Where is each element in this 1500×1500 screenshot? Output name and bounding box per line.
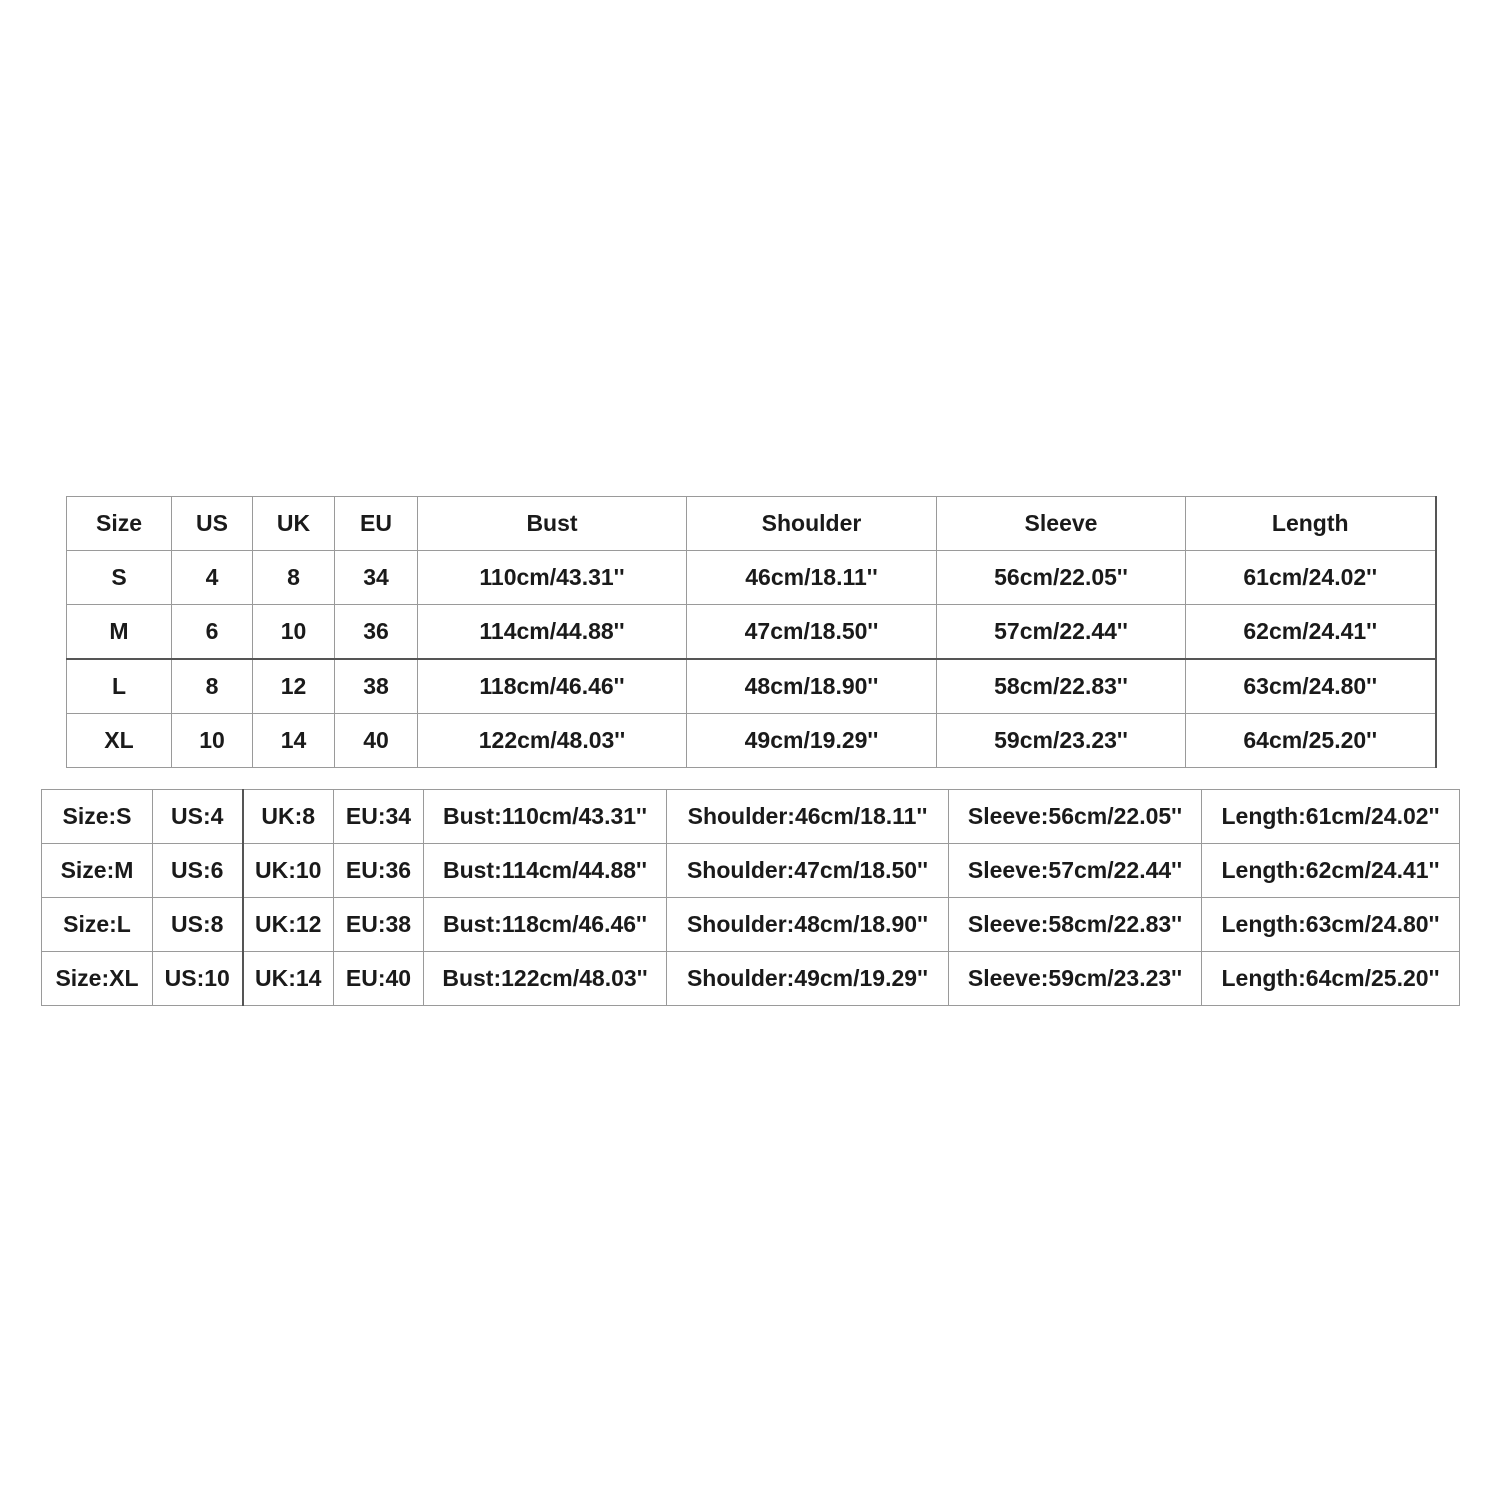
cell-length: Length:62cm/24.41'': [1202, 844, 1460, 898]
cell-eu: EU:34: [334, 790, 424, 844]
cell-sleeve: Sleeve:59cm/23.23'': [949, 952, 1202, 1006]
cell-length: Length:63cm/24.80'': [1202, 898, 1460, 952]
cell-eu: 34: [335, 551, 418, 605]
cell-size: Size:M: [42, 844, 153, 898]
cell-uk: UK:8: [243, 790, 334, 844]
cell-size: XL: [67, 714, 172, 768]
cell-size: Size:S: [42, 790, 153, 844]
header-size: Size: [67, 497, 172, 551]
header-length: Length: [1186, 497, 1436, 551]
table-row: [42, 844, 1460, 898]
cell-us: US:4: [153, 790, 243, 844]
cell-us: US:6: [153, 844, 243, 898]
cell-shoulder: Shoulder:47cm/18.50'': [667, 844, 949, 898]
cell-bust: 110cm/43.31'': [418, 551, 687, 605]
cell-size: Size:XL: [42, 952, 153, 1006]
cell-length: 62cm/24.41'': [1186, 605, 1436, 660]
cell-eu: EU:38: [334, 898, 424, 952]
cell-sleeve: 57cm/22.44'': [937, 605, 1186, 660]
cell-us: US:10: [153, 952, 243, 1006]
cell-us: US:8: [153, 898, 243, 952]
table-row: [42, 898, 1460, 952]
cell-bust: Bust:122cm/48.03'': [424, 952, 667, 1006]
header-sleeve: Sleeve: [937, 497, 1186, 551]
table-row: [42, 790, 1460, 844]
cell-sleeve: 59cm/23.23'': [937, 714, 1186, 768]
cell-bust: Bust:114cm/44.88'': [424, 844, 667, 898]
cell-length: Length:61cm/24.02'': [1202, 790, 1460, 844]
cell-uk: UK:14: [243, 952, 334, 1006]
cell-sleeve: Sleeve:56cm/22.05'': [949, 790, 1202, 844]
cell-sleeve: Sleeve:57cm/22.44'': [949, 844, 1202, 898]
cell-uk: 12: [253, 659, 335, 714]
size-chart-table: [66, 496, 1437, 768]
cell-bust: Bust:118cm/46.46'': [424, 898, 667, 952]
header-eu: EU: [335, 497, 418, 551]
cell-uk: 14: [253, 714, 335, 768]
cell-bust: Bust:110cm/43.31'': [424, 790, 667, 844]
cell-sleeve: 58cm/22.83'': [937, 659, 1186, 714]
table-row: [67, 605, 1436, 660]
cell-bust: 114cm/44.88'': [418, 605, 687, 660]
cell-length: 61cm/24.02'': [1186, 551, 1436, 605]
header-uk: UK: [253, 497, 335, 551]
cell-eu: EU:40: [334, 952, 424, 1006]
cell-bust: 122cm/48.03'': [418, 714, 687, 768]
cell-us: 4: [172, 551, 253, 605]
cell-length: Length:64cm/25.20'': [1202, 952, 1460, 1006]
cell-size: L: [67, 659, 172, 714]
cell-us: 10: [172, 714, 253, 768]
table-row: [67, 551, 1436, 605]
cell-uk: 8: [253, 551, 335, 605]
cell-us: 6: [172, 605, 253, 660]
cell-uk: UK:10: [243, 844, 334, 898]
table-row: [67, 714, 1436, 768]
cell-shoulder: 46cm/18.11'': [687, 551, 937, 605]
header-bust: Bust: [418, 497, 687, 551]
cell-sleeve: Sleeve:58cm/22.83'': [949, 898, 1202, 952]
cell-sleeve: 56cm/22.05'': [937, 551, 1186, 605]
header-us: US: [172, 497, 253, 551]
table-header-row: [67, 497, 1436, 551]
cell-shoulder: 49cm/19.29'': [687, 714, 937, 768]
cell-length: 63cm/24.80'': [1186, 659, 1436, 714]
cell-uk: 10: [253, 605, 335, 660]
cell-size: M: [67, 605, 172, 660]
cell-shoulder: 48cm/18.90'': [687, 659, 937, 714]
cell-eu: 38: [335, 659, 418, 714]
cell-bust: 118cm/46.46'': [418, 659, 687, 714]
cell-shoulder: Shoulder:49cm/19.29'': [667, 952, 949, 1006]
cell-size: Size:L: [42, 898, 153, 952]
table-row: [42, 952, 1460, 1006]
table-row: [67, 659, 1436, 714]
cell-shoulder: 47cm/18.50'': [687, 605, 937, 660]
cell-size: S: [67, 551, 172, 605]
cell-eu: EU:36: [334, 844, 424, 898]
cell-eu: 40: [335, 714, 418, 768]
header-shoulder: Shoulder: [687, 497, 937, 551]
cell-uk: UK:12: [243, 898, 334, 952]
cell-shoulder: Shoulder:46cm/18.11'': [667, 790, 949, 844]
size-list-table: [41, 789, 1460, 1006]
cell-length: 64cm/25.20'': [1186, 714, 1436, 768]
cell-us: 8: [172, 659, 253, 714]
cell-eu: 36: [335, 605, 418, 660]
cell-shoulder: Shoulder:48cm/18.90'': [667, 898, 949, 952]
